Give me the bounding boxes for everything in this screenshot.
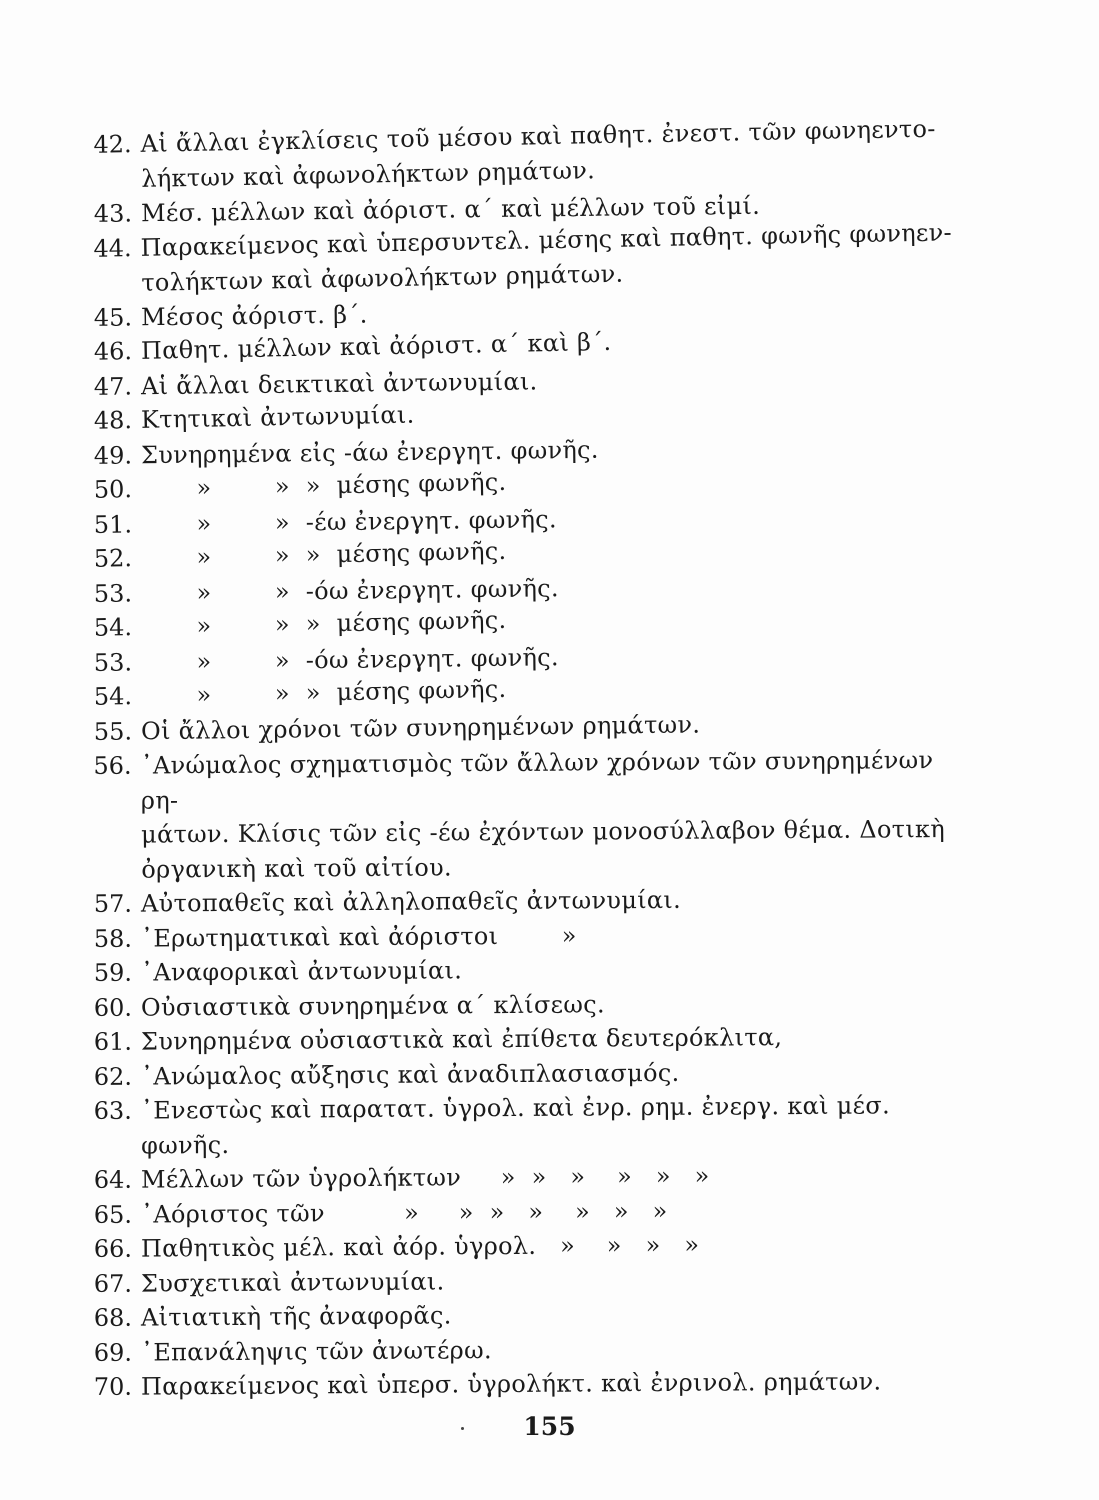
entry-text bbox=[141, 984, 964, 1024]
entry-number: 44. bbox=[93, 233, 132, 263]
entry-number: 65. bbox=[93, 1200, 133, 1229]
page-number: 155 bbox=[523, 1412, 576, 1441]
entry-number: 70. bbox=[93, 1372, 133, 1401]
entry-number: 43. bbox=[93, 199, 133, 228]
entry-text bbox=[141, 1295, 964, 1335]
entry-line: » » -έω ἐνεργητ. φωνῆς. bbox=[140, 504, 558, 538]
entry-line: Παθητ. μέλλων καὶ ἀόριστ. α΄ καὶ β΄. bbox=[140, 327, 612, 365]
table-of-contents-list bbox=[84, 114, 964, 1405]
entry-text bbox=[141, 915, 964, 955]
entry-line: Παρακείμενος καὶ ὑπερσυντελ. μέσης καὶ παθητ. φωνῆς φωνηεν- bbox=[140, 217, 953, 262]
entry-text bbox=[141, 1191, 964, 1231]
entry-number: 60. bbox=[93, 993, 133, 1022]
entry-number: 45. bbox=[93, 302, 133, 332]
entry-number: 59. bbox=[93, 958, 133, 987]
entry-line: » » -όω ἐνεργητ. φωνῆς. bbox=[140, 573, 560, 607]
entry-text bbox=[140, 111, 964, 196]
entry-line: Παρακείμενος καὶ ὑπερσ. ὑγρολήκτ. καὶ ἐνρινολ. ρημάτων. bbox=[140, 1367, 882, 1401]
entry-text bbox=[141, 743, 965, 887]
list-item bbox=[83, 111, 964, 197]
entry-line: » » -όω ἐνεργητ. φωνῆς. bbox=[140, 642, 560, 676]
entry-line: ᾿Ενεστὼς καὶ παρατατ. ὑγρολ. καὶ ἐνρ. ρημ. ἐνεργ. καὶ μέσ. φωνῆς. bbox=[140, 1091, 899, 1160]
list-item bbox=[84, 1019, 964, 1060]
entry-number: 64. bbox=[93, 1165, 133, 1194]
entry-line: » » » μέσης φωνῆς. bbox=[140, 467, 507, 503]
entry-text bbox=[141, 1088, 964, 1163]
list-item bbox=[84, 1295, 964, 1336]
list-item bbox=[84, 950, 964, 991]
entry-number: 62. bbox=[93, 1062, 133, 1091]
entry-line: Οὐσιαστικὰ συνηρημένα α΄ κλίσεως. bbox=[140, 989, 605, 1022]
entry-number: 47. bbox=[93, 371, 133, 401]
entry-number: 53. bbox=[93, 647, 133, 677]
entry-number: 46. bbox=[93, 337, 133, 366]
entry-text bbox=[141, 950, 964, 990]
entry-number: 56. bbox=[93, 751, 132, 780]
entry-text bbox=[141, 1226, 964, 1266]
entry-number: 42. bbox=[93, 130, 132, 159]
entry-number: 63. bbox=[93, 1096, 132, 1125]
entry-line: ᾿Αόριστος τῶν » » » » » » » bbox=[140, 1196, 668, 1229]
entry-number: 54. bbox=[93, 682, 133, 711]
entry-line: Μέλλων τῶν ὑγρολήκτων » » » » » » bbox=[140, 1161, 710, 1194]
entry-number: 52. bbox=[93, 544, 133, 573]
entry-number: 61. bbox=[93, 1027, 133, 1056]
entry-number: 54. bbox=[93, 613, 133, 642]
entry-text bbox=[141, 1019, 964, 1059]
entry-line: Συνηρημένα εἰς -άω ἐνεργητ. φωνῆς. bbox=[140, 435, 599, 469]
entry-number: 49. bbox=[93, 440, 133, 470]
entry-number: 48. bbox=[93, 406, 133, 435]
entry-line: » » » μέσης φωνῆς. bbox=[140, 536, 507, 572]
entry-number: 57. bbox=[93, 889, 133, 918]
entry-line: » » » μέσης φωνῆς. bbox=[140, 605, 507, 641]
entry-line: Αἱ ἄλλαι ἐγκλίσεις τοῦ μέσου καὶ παθητ. ἐνεστ. τῶν φωνηεντο- bbox=[140, 114, 936, 158]
entry-line: ᾿Ερωτηματικαὶ καὶ ἀόριστοι » bbox=[140, 921, 577, 953]
entry-line: ᾿Επανάληψις τῶν ἀνωτέρω. bbox=[140, 1335, 492, 1367]
list-item bbox=[84, 743, 965, 887]
entry-line: » » » μέσης φωνῆς. bbox=[140, 674, 507, 710]
entry-number: 53. bbox=[93, 578, 133, 608]
entry-number: 50. bbox=[93, 475, 133, 504]
entry-line: Μέσος ἀόριστ. β΄. bbox=[140, 300, 368, 331]
entry-line: Συνηρημένα οὐσιαστικὰ καὶ ἐπίθετα δευτερόκλιτα, bbox=[140, 1023, 783, 1056]
list-item bbox=[84, 1364, 964, 1405]
list-item bbox=[84, 881, 964, 922]
entry-line: ᾿Ανώμαλος σχηματισμὸς τῶν ἄλλων χρόνων τῶν συνηρημένων ρη- bbox=[140, 746, 942, 815]
entry-line: Παθητικὸς μέλ. καὶ ἀόρ. ὑγρολ. » » » » bbox=[140, 1230, 700, 1263]
list-item bbox=[84, 1226, 964, 1267]
entry-line: Αὐτοπαθεῖς καὶ ἀλληλοπαθεῖς ἀντωνυμίαι. bbox=[140, 885, 682, 918]
entry-line: Οἱ ἄλλοι χρόνοι τῶν συνηρημένων ρημάτων. bbox=[140, 709, 701, 745]
entry-text bbox=[141, 1260, 964, 1300]
entry-line: Μέσ. μέλλων καὶ ἀόριστ. α΄ καὶ μέλλων τοῦ εἰμί. bbox=[140, 191, 761, 228]
entry-line: Κτητικαὶ ἀντωνυμίαι. bbox=[140, 400, 415, 434]
entry-line: Αἰτιατικὴ τῆς ἀναφορᾶς. bbox=[140, 1301, 452, 1332]
entry-line: Αἱ ἄλλαι δεικτικαὶ ἀντωνυμίαι. bbox=[140, 366, 538, 400]
entry-number: 68. bbox=[93, 1303, 133, 1332]
entry-text bbox=[141, 881, 964, 921]
entry-number: 55. bbox=[93, 716, 133, 746]
list-item bbox=[84, 1157, 964, 1198]
entry-line: ὀργανικὴ καὶ τοῦ αἰτίου. bbox=[141, 852, 452, 884]
entry-number: 58. bbox=[93, 924, 133, 953]
entry-number: 69. bbox=[93, 1338, 133, 1367]
entry-line: Συσχετικαὶ ἀντωνυμίαι. bbox=[140, 1266, 445, 1298]
entry-text bbox=[141, 1364, 964, 1404]
entry-number: 67. bbox=[93, 1269, 133, 1298]
entry-line: λήκτων καὶ ἀφωνολήκτων ρημάτων. bbox=[141, 155, 596, 193]
entry-number: 66. bbox=[93, 1234, 133, 1263]
entry-line: ᾿Αναφορικαὶ ἀντωνυμίαι. bbox=[140, 956, 463, 987]
list-item bbox=[84, 1088, 964, 1163]
entry-text bbox=[141, 1053, 964, 1093]
entry-line: τολήκτων καὶ ἀφωνολήκτων ρημάτων. bbox=[141, 258, 624, 296]
entry-line: μάτων. Κλίσις τῶν εἰς -έω ἐχόντων μονοσύλλαβον θέμα. Δοτικὴ bbox=[141, 814, 946, 849]
entry-number: 51. bbox=[93, 509, 133, 539]
entry-text bbox=[141, 1157, 964, 1197]
entry-line: ᾿Ανώμαλος αὔξησις καὶ ἀναδιπλασιασμός. bbox=[140, 1058, 680, 1091]
entry-text bbox=[141, 1329, 964, 1369]
